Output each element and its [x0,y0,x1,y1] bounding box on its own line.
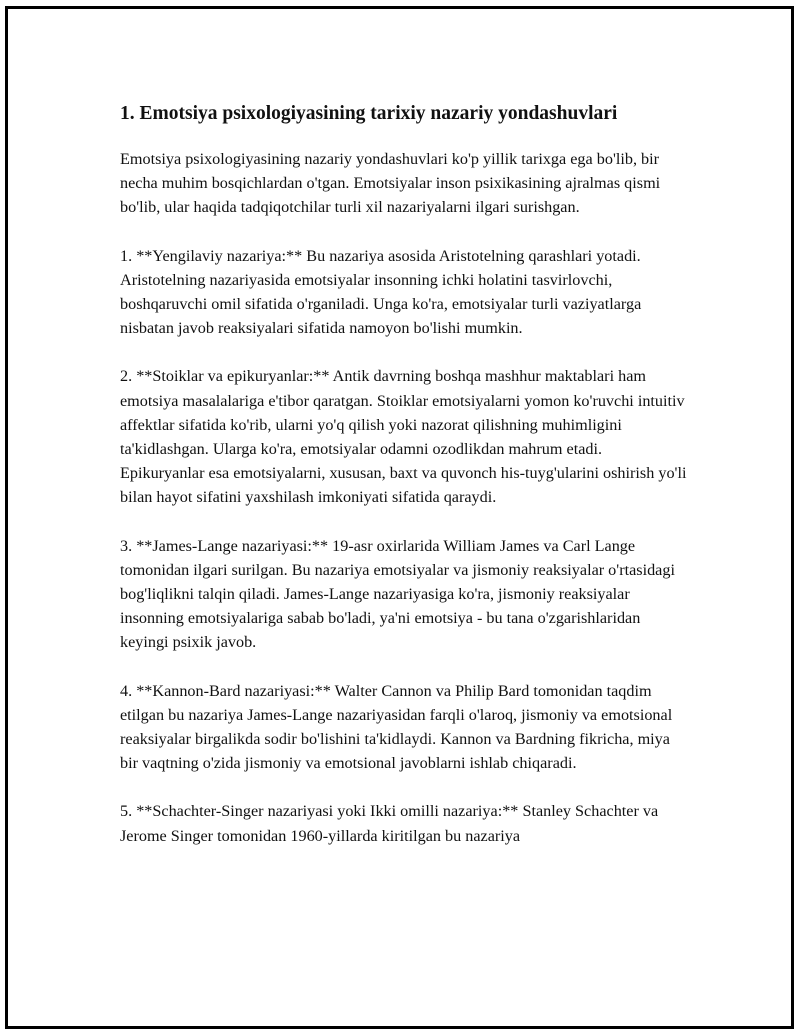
document-title: 1. Emotsiya psixologiyasining tarixiy nazariy yondashuvlari [120,103,618,124]
paragraph-cannon-bard-theory: 4. **Kannon-Bard nazariyasi:** Walter Cannon va Philip Bard tomonidan taqdim etilgan bu nazariya James-Lange nazariyasidan farqli o'laroq, jismoniy va emotsional reaksiyalar birgalikda sodir bo'lishini ta'kidlaydi. Kannon va Bardning fikricha, miya bir vaqtning o'zida jismoniy va emotsional javoblarni ishlab chiqaradi. [120,681,673,773]
paragraph-james-lange-theory: 3. **James-Lange nazariyasi:** 19-asr oxirlarida William James va Carl Lange tomonidan ilgari surilgan. Bu nazariya emotsiyalar va jismoniy reaksiyalar o'rtasidagi bog'liqlikni talqin qiladi. James-Lange nazariyasiga ko'ra, jismoniy reaksiyalar insonning emotsiyalariga sabab bo'ladi, ya'ni emotsiya - bu tana o'zgarishlaridan keyingi psixik javob. [120,536,675,652]
paragraph-schachter-singer-theory: 5. **Schachter-Singer nazariyasi yoki Ikki omilli nazariya:** Stanley Schachter va Jerome Singer tomonidan 1960-yillarda kiritilgan bu nazariya [120,802,659,845]
paragraph-stoics-epicureans: 2. **Stoiklar va epikuryanlar:** Antik davrning boshqa mashhur maktablari ham emotsiya masalalariga e'tibor qaratgan. Stoiklar emotsiyalarni yomon ko'ruvchi intuitiv affektlar sifatida ko'rib, ularni yo'q qilish yoki nazorat qilishning muhimligini ta'kidlashgan. Ularga ko'ra, emotsiyalar odamni ozodlikdan mahrum etadi. Epikuryanlar esa emotsiyalarni, xususan, baxt va quvonch his-tuyg'ularini oshirish yo'li bilan hayot sifatini yaxshilash imkoniyati sifatida qaraydi. [120,367,687,507]
page-frame [5,6,794,1029]
paragraph-yengilaviy-theory: 1. **Yengilaviy nazariya:** Bu nazariya asosida Aristotelning qarashlari yotadi. Aristotelning nazariyasida emotsiyalar insonning ichki holatini tasvirlovchi, boshqaruvchi omil sifatida o'rganiladi. Unga ko'ra, emotsiyalar turli vaziyatlarga nisbatan javob reaksiyalari sifatida namoyon bo'lishi mumkin. [120,246,642,338]
document-body [120,101,690,848]
paragraph-intro: Emotsiya psixologiyasining nazariy yondashuvlari ko'p yillik tarixga ega bo'lib, bir necha muhim bosqichlardan o'tgan. Emotsiyalar inson psixikasining ajralmas qismi bo'lib, ular haqida tadqiqotchilar turli xil nazariyalarni ilgari surishgan. [120,150,661,217]
